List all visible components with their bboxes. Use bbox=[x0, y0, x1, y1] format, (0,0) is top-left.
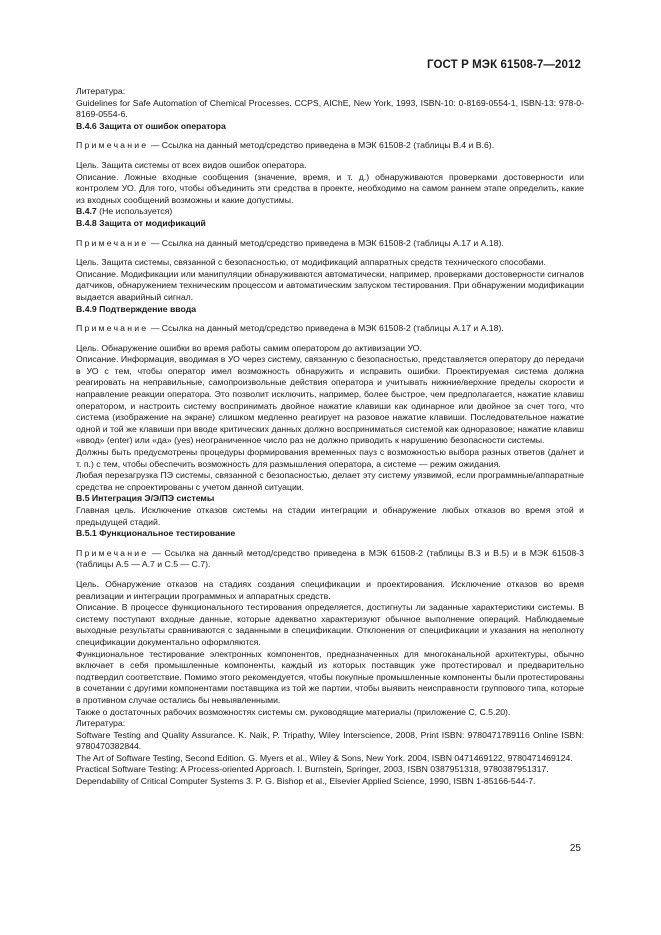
section-heading: B.4.6 Защита от ошибок оператора bbox=[76, 120, 226, 131]
note-label: Примечание bbox=[76, 323, 149, 334]
note-label: Примечание bbox=[76, 547, 149, 558]
text-paragraph: Функциональное тестирование электронных компонентов, предназначенных для многоканальной архитектуры, обычно включает в себя промышленные компоненты, каждый из которых поставщик уже протестировал и предварительно подтвердил соответствие. Помимо этого рекомендуется, чтобы покупные промышленные компоненты были протестированы в сочетании с другими компонентами поставщика из той же партии, чтобы выявить неисправности группового типа, которые в противном случае остались бы невыявленными. bbox=[76, 648, 584, 705]
text-paragraph: Описание. Информация, вводимая в УО через систему, связанную с безопасностью, представляется оператору до передачи в УО с тем, чтобы оператор имел возможность обнаружить и исправить ошибки. Проектируемая система должна реагировать на неправильные, самопроизвольные действия оператора и учитывать нижние/верхние пределы скорости и направление реакции оператора. Это позволит исключить, например, более быстрое, чем предполагается, нажатие клавиш оператором, и настроить систему воспринимать двойное нажатие клавиши как одинарное или двойное за счет того, что система (изображение на экране) слишком медленно реагирует на разовое нажатие клавиши. Последовательное нажатие одной и той же клавиши при вводе критических данных должно восприниматься системой как одноразовое; нажатие клавиш «ввод» (enter) или «да» (yes) неограниченное число раз не должно приводить к нарушению безопасности системы. bbox=[76, 354, 584, 446]
section-heading: B.5.1 Функциональное тестирование bbox=[76, 528, 236, 539]
section-number: B.4.7 bbox=[76, 206, 97, 217]
text-paragraph: Practical Software Testing: A Process-oriented Approach. I. Burnstein, Springer, 2003, ISBN 0387951318, 9780387951317. bbox=[76, 764, 549, 775]
text-paragraph: Software Testing and Quality Assurance. K. Naik, P. Tripathy, Wiley Interscience, 2008, Print ISBN: 9780471789116 Online ISBN: 9780470382844. bbox=[76, 729, 584, 752]
standard-header: ГОСТ Р МЭК 61508-7—2012 bbox=[427, 59, 581, 71]
note-paragraph bbox=[76, 323, 584, 335]
note-text: — Ссылка на данный метод/средство приведена в МЭК 61508-2 (таблицы B.3 и B.5) и в МЭК 61508-3 (таблицы A.5 — A.7 и C.5 — C.7). bbox=[76, 547, 584, 570]
note-label: Примечание bbox=[76, 237, 149, 248]
note-paragraph bbox=[76, 548, 584, 571]
note-paragraph bbox=[76, 238, 584, 250]
text-paragraph: Главная цель. Исключение отказов системы на стадии интеграции и обнаружение любых отказов во время этой и предыдущей стадий. bbox=[76, 505, 584, 527]
document-body bbox=[76, 86, 584, 788]
text-paragraph: Литература: bbox=[76, 86, 126, 96]
note-text: — Ссылка на данный метод/средство приведена в МЭК 61508-2 (таблицы A.17 и A.18). bbox=[148, 323, 504, 334]
section-heading: B.4.8 Защита от модификаций bbox=[76, 217, 206, 228]
text-paragraph: Dependability of Critical Computer Systems 3. P. G. Bishop et al., Elsevier Applied Science, 1990, ISBN 1-85166-544-7. bbox=[76, 776, 536, 787]
note-text: — Ссылка на данный метод/средство приведена в МЭК 61508-2 (таблицы B.4 и B.6). bbox=[148, 140, 495, 151]
text-paragraph: B.4.7 (Не используется) bbox=[76, 206, 173, 217]
text-paragraph: Цель. Защита системы от всех видов ошибок оператора. bbox=[76, 159, 307, 170]
note-paragraph bbox=[76, 140, 584, 152]
text-paragraph: Цель. Обнаружение ошибки во время работы самим оператором до активизации УО. bbox=[76, 342, 422, 353]
page-number: 25 bbox=[569, 843, 581, 854]
text-paragraph: Guidelines for Safe Automation of Chemical Processes. CCPS, AIChE, New York, 1993, ISBN-10: 0-8169-0554-1, ISBN-13: 978-0-8169-0554-6. bbox=[76, 97, 584, 120]
note-label: Примечание bbox=[76, 140, 149, 151]
text-paragraph: Описание. В процессе функционального тестирования определяется, достигнуты ли заданные характеристики системы. В систему поступают входные данные, которые адекватно характеризуют обычное выполнение операций. Наблюдаемые выходные результаты сравниваются с заданными в спецификации. Отклонения от спецификации и указания на неполноту спецификации документально оформляются. bbox=[76, 602, 584, 647]
section-heading: B.5 Интеграция Э/Э/ПЭ системы bbox=[76, 493, 215, 504]
text-paragraph: Также о достаточных рабочих возможностях системы см. руководящие материалы (приложение C, C.5.20). bbox=[76, 706, 511, 717]
text-paragraph: Любая перезагрузка ПЭ системы, связанной с безопасностью, делает эту систему уязвимой, если программные/аппаратные средства не спроектированы с учетом данной ситуации. bbox=[76, 470, 584, 492]
text-paragraph: Цель. Защита системы, связанной с безопасностью, от модификаций аппаратных средств технического способами. bbox=[76, 257, 546, 268]
text-paragraph: Должны быть предусмотрены процедуры формирования временных пауз с возможностью выбора разных ответов (да/нет и т. п.) с тем, чтобы обеспечить возможность для размышления оператора, а системе — режим ожидания. bbox=[76, 447, 584, 469]
text-paragraph: Литература: bbox=[76, 718, 126, 729]
text-paragraph: The Art of Software Testing, Second Edition. G. Myers et al., Wiley & Sons, New York. 2004, ISBN 0471469122, 9780471469124. bbox=[76, 752, 573, 763]
section-heading: B.4.9 Подтверждение ввода bbox=[76, 303, 197, 314]
text-paragraph: Цель. Обнаружение отказов на стадиях создания спецификации и проектирования. Исключение отказов во время реализации и интеграции программных и аппаратных средств. bbox=[76, 578, 584, 601]
note-text: — Ссылка на данный метод/средство приведена в МЭК 61508-2 (таблицы A.17 и A.18). bbox=[148, 237, 504, 248]
text-paragraph: Описание. Ложные входные сообщения (значение, время, и т. д.) обнаруживаются проверками достоверности или контролем УО. Для того, чтобы объединить эти средства в проекте, необходимо на самом раннем этапе определить, какие из входных сообщений возможны и какие допустимы. bbox=[76, 171, 584, 205]
text-paragraph: Описание. Модификации или манипуляции обнаруживаются автоматически, например, проверками достоверности сигналов датчиков, обнаружением техническим процессом и автоматическим запуском тестирования. При обнаружении модификации выдается аварийный сигнал. bbox=[76, 268, 584, 302]
